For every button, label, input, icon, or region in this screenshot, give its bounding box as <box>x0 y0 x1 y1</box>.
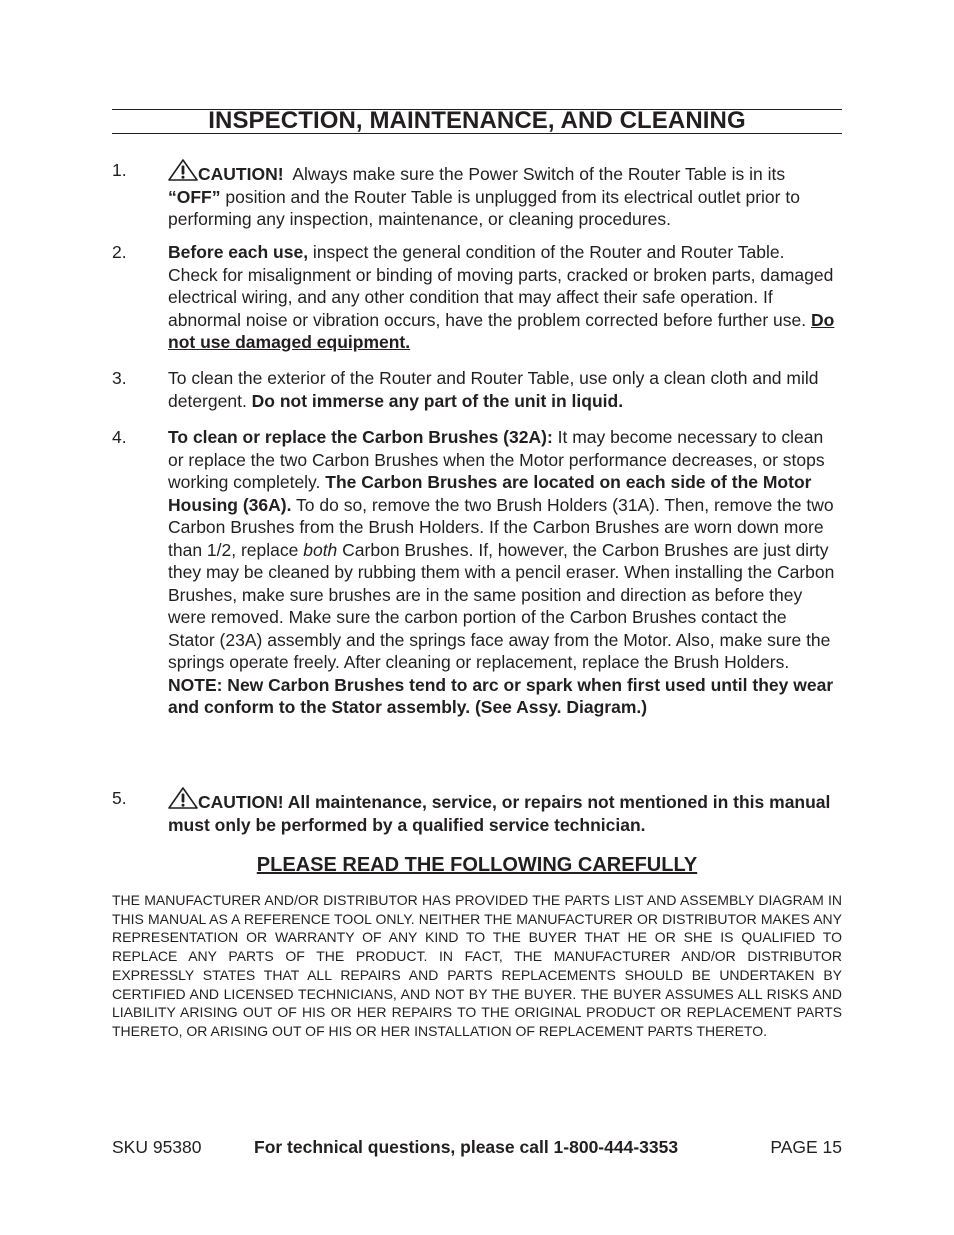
carbon-brush-note: NOTE: New Carbon Brushes tend to arc or spark when first used until they wear and conform to the Stator assembly. (See Assy. Diagram.) <box>168 674 834 717</box>
item-text <box>168 241 838 354</box>
item-text-part: Always make sure the Power Switch of the Router Table is in its <box>292 164 786 184</box>
section-subtitle <box>112 852 842 878</box>
footer-phone: For technical questions, please call 1-800-444-3353 <box>254 1137 679 1157</box>
page-title: INSPECTION, MAINTENANCE, AND CLEANING <box>208 107 746 134</box>
item-italic-text: both <box>303 539 338 560</box>
item-number: 5. <box>112 788 127 808</box>
item-text <box>168 787 838 836</box>
damaged-equipment-warning: Do not use damaged equipment. <box>168 309 835 352</box>
item-text-part: It may become necessary to clean or replace the two Carbon Brushes when the Motor performance decreases, or stops working completely. <box>168 427 825 492</box>
item-text-part: position and the Router Table is unplugged from its electrical outlet prior to performing any inspection, maintenance, or cleaning procedures. <box>168 186 800 229</box>
item-text <box>168 159 838 231</box>
item-text-part: inspect the general condition of the Router and Router Table. Check for misalignment or binding of moving parts, cracked or broken parts, damaged electrical wiring, and any other condition that may affect their safe operation. If abnormal noise or vibration occurs, have the problem corrected before further use. <box>168 242 834 330</box>
item-text-part: Carbon Brushes. If, however, the Carbon Brushes are just dirty they may be cleaned by rubbing them with a pencil eraser. When installing the Carbon Brushes, make sure brushes are in the same position and direction as before they were removed. Make sure the carbon portion of the Carbon Brushes contact the Stator (23A) assembly and the springs face away from the Motor. Also, make sure the springs operate freely. After cleaning or replacement, replace the Brush Holders. <box>168 539 835 672</box>
item-bold-text: The Carbon Brushes are located on each side of the Motor Housing (36A). <box>168 472 812 515</box>
item-number: 1. <box>112 160 127 180</box>
footer-sku: SKU 95380 <box>112 1137 202 1157</box>
subtitle-text: PLEASE READ THE FOLLOWING CAREFULLY <box>256 854 698 876</box>
item-text-part: To do so, remove the two Brush Holders (31A). Then, remove the two Carbon Brushes from the Brush Holders. If the Carbon Brushes are worn down more than 1/2, replace <box>168 494 834 560</box>
footer-page-number: PAGE 15 <box>770 1137 842 1157</box>
immerse-warning: Do not immerse any part of the unit in liquid. <box>251 390 624 411</box>
item-text-part: All maintenance, service, or repairs not mentioned in this manual must only be performed by a qualified service technician. <box>168 792 831 835</box>
caution-label: CAUTION! <box>198 164 284 184</box>
item-lead: To clean or replace the Carbon Brushes (32A): <box>168 427 553 447</box>
item-text-part: To clean the exterior of the Router and Router Table, use only a clean cloth and mild detergent. <box>168 368 819 411</box>
item-lead: Before each use, <box>168 242 309 262</box>
item-text <box>168 426 838 719</box>
item-number: 2. <box>112 242 127 262</box>
item-number: 3. <box>112 368 127 388</box>
caution-label: CAUTION! <box>198 792 284 812</box>
item-number: 4. <box>112 427 127 447</box>
disclaimer-paragraph: THE MANUFACTURER AND/OR DISTRIBUTOR HAS PROVIDED THE PARTS LIST AND ASSEMBLY DIAGRAM IN THIS MANUAL AS A REFERENCE TOOL ONLY. NEITHER THE MANUFACTURER OR DISTRIBUTOR MAKES ANY REPRESENTATION OR WARRANTY OF ANY KIND TO THE BUYER THAT HE OR SHE IS QUALIFIED TO REPLACE ANY PARTS OF THE PRODUCT. IN FACT, THE MANUFACTURER AND/OR DISTRIBUTOR EXPRESSLY STATES THAT ALL REPAIRS AND PARTS REPLACEMENTS SHOULD BE UNDERTAKEN BY CERTIFIED AND LICENSED TECHNICIANS, AND NOT BY THE BUYER. THE BUYER ASSUMES ALL RISKS AND LIABILITY ARISING OUT OF HIS OR HER REPAIRS TO THE ORIGINAL PRODUCT OR REPLACEMENT PARTS THERETO, OR ARISING OUT OF HIS OR HER INSTALLATION OF REPLACEMENT PARTS THERETO. <box>112 892 842 1039</box>
warning-triangle-icon <box>168 787 198 809</box>
warning-triangle-icon <box>168 159 198 181</box>
item-text <box>168 367 838 412</box>
off-label: “OFF” <box>168 186 221 207</box>
